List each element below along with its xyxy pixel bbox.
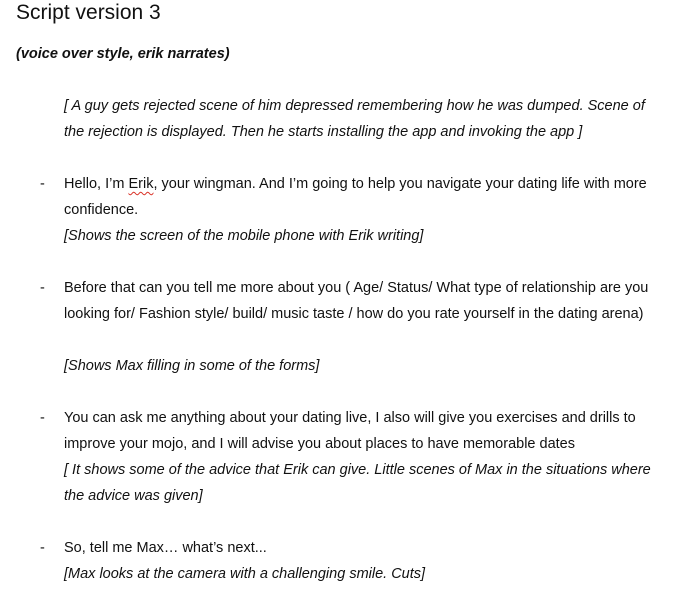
stage-direction-3: [ It shows some of the advice that Erik can give. Little scenes of Max in the situations where the advice was given]: [64, 462, 651, 504]
stage-direction-4: [Max looks at the camera with a challenging smile. Cuts]: [64, 566, 426, 582]
bullet-marker: -: [40, 176, 45, 192]
document-subtitle: (voice over style, erik narrates): [16, 46, 230, 62]
spellcheck-name: Erik: [128, 176, 154, 192]
intro-stage-direction: [ A guy gets rejected scene of him depressed remembering how he was dumped. Scene of the rejection is displayed. Then he starts installing the app and invoking the app ]: [64, 98, 645, 140]
bullet-marker: -: [40, 410, 45, 426]
bullet-marker: -: [40, 280, 45, 296]
dialogue-line-1: [64, 171, 664, 223]
dialogue-line-4: So, tell me Max… what’s next...: [64, 540, 267, 556]
dialogue-line-1-suffix: , your wingman. And I’m going to help you navigate your dating life with more confidence.: [64, 176, 647, 218]
stage-direction-2: [Shows Max filling in some of the forms]: [64, 358, 320, 374]
document-title: Script version 3: [16, 1, 161, 24]
dialogue-line-1-prefix: Hello, I’m: [64, 176, 129, 192]
dialogue-line-3: You can ask me anything about your dating live, I also will give you exercises and drills to improve your mojo, and I will advise you about places to have memorable dates: [64, 410, 636, 452]
bullet-marker: -: [40, 540, 45, 556]
stage-direction-1: [Shows the screen of the mobile phone with Erik writing]: [64, 228, 424, 244]
dialogue-line-2: Before that can you tell me more about you ( Age/ Status/ What type of relationship are you looking for/ Fashion style/ build/ music taste / how do you rate yourself in the dating arena): [64, 280, 649, 322]
